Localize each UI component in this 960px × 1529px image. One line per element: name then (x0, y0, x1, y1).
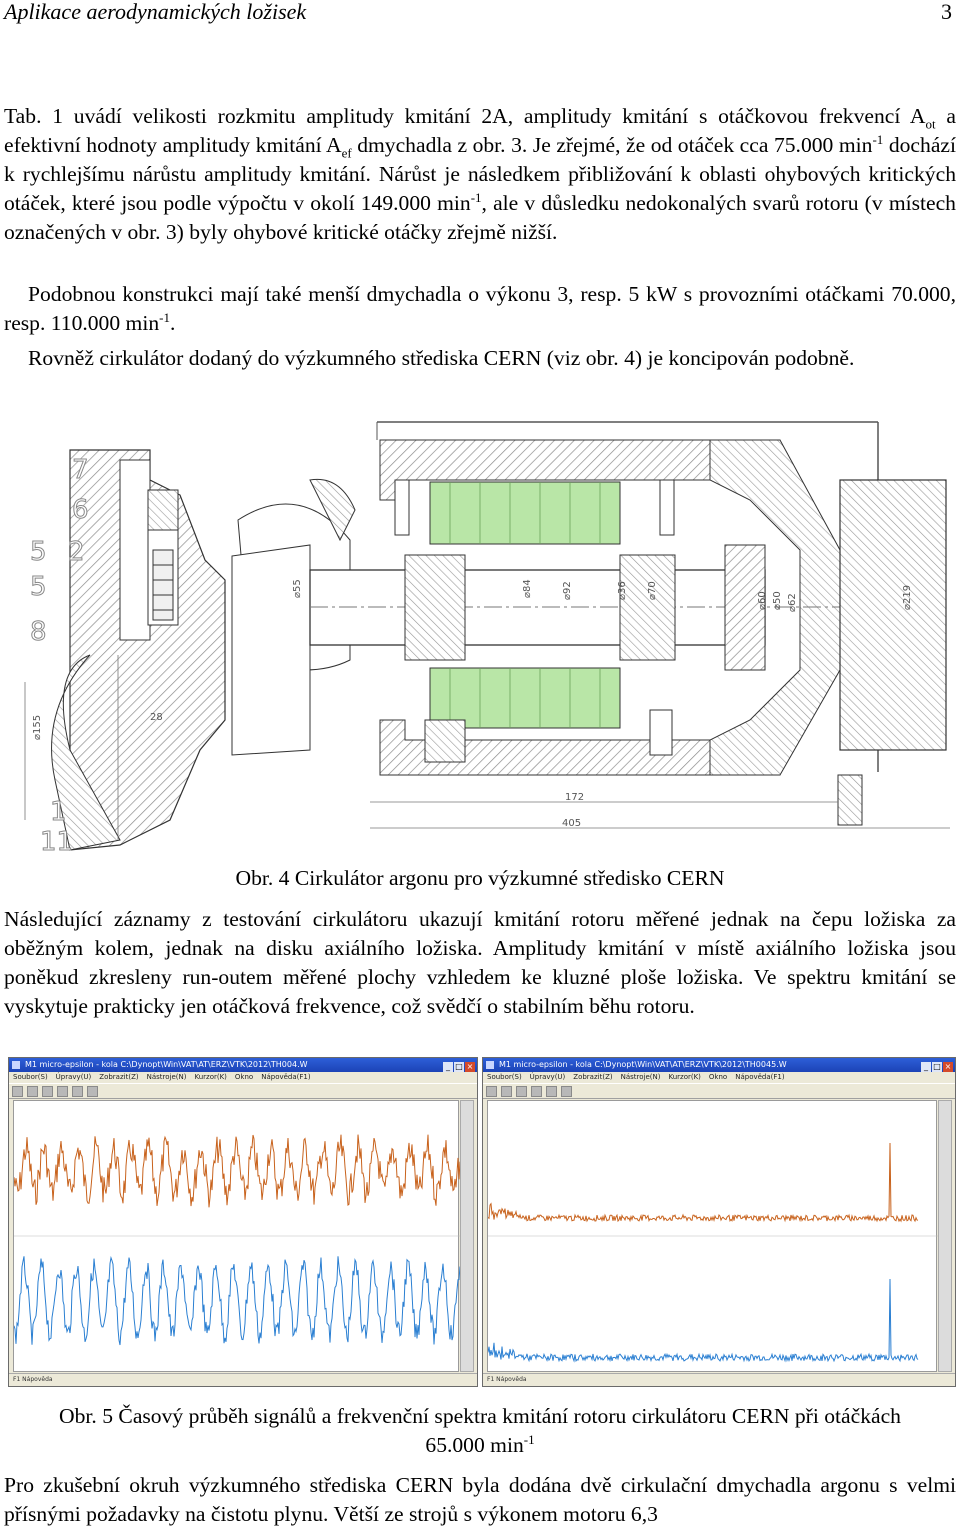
dim-84: ⌀84 (522, 579, 533, 598)
spectrum-journal-bearing (488, 1143, 918, 1221)
fig5-caption: Obr. 5 Časový průběh signálů a frekvenční spektra kmitání rotoru cirkulátoru CERN při otáčkách 65.000 $\min^{-1}$ (59, 1404, 901, 1457)
tool-cursor-icon[interactable] (72, 1086, 83, 1097)
dim-62: ⌀62 (787, 593, 798, 612)
menu-napoveda[interactable]: Nápověda(F1) (261, 1073, 311, 1081)
time-window-titlebar[interactable]: M1 micro-epsilon - kola C:\Dynopt\Win\VAT\AT\ERZ\VTK\2012\TH004.W _ □ × (9, 1058, 477, 1072)
spectrum-window[interactable] (482, 1057, 956, 1387)
callout-11: 11 (40, 827, 74, 856)
time-statusbar: F1 Nápověda (9, 1373, 477, 1386)
minimize-icon[interactable]: _ (921, 1062, 931, 1072)
spectrum-axial-bearing (488, 1279, 918, 1361)
dim-92: ⌀92 (562, 581, 573, 600)
menu-okno[interactable]: Okno (708, 1073, 728, 1081)
paragraph-smaller-blowers: Podobnou konstrukci mají také menší dmychadla o výkonu 3, resp. 5 kW s provozními otáčkami 70.000, resp. 110.000 $\min^{-1}$. (4, 282, 956, 335)
page-number: 3 (941, 0, 952, 24)
dim-172: 172 (565, 792, 585, 803)
dim-28: 28 (150, 712, 163, 723)
tool-zoom-icon[interactable] (531, 1086, 542, 1097)
time-signal-svg (14, 1101, 460, 1371)
menu-kurzor[interactable]: Kurzor(K) (668, 1073, 701, 1081)
tool-zoom-icon[interactable] (57, 1086, 68, 1097)
tool-settings-icon[interactable] (561, 1086, 572, 1097)
dim-55: ⌀55 (292, 579, 303, 598)
menu-napoveda[interactable]: Nápověda(F1) (735, 1073, 785, 1081)
time-vertical-scrollbar[interactable] (460, 1100, 474, 1372)
tool-open-icon[interactable] (12, 1086, 23, 1097)
close-icon[interactable]: × (944, 1062, 952, 1071)
spectrum-window-toolbar (483, 1083, 955, 1099)
tool-print-icon[interactable] (42, 1086, 53, 1097)
paragraph-test-loop: Pro zkušební okruh výzkumného střediska CERN byla dodána dvě cirkulační dmychadla argonu s velmi přísnými požadavky na čistotu plynu. Větší ze strojů s výkonem motoru 6,3 (4, 1473, 956, 1526)
fig4-caption: Obr. 4 Cirkulátor argonu pro výzkumné středisko CERN (235, 866, 725, 890)
time-signal-window[interactable] (8, 1057, 478, 1387)
menu-zobrazit[interactable]: Zobrazit(Z) (99, 1073, 139, 1081)
callout-1: 1 (50, 797, 67, 827)
maximize-icon[interactable]: □ (933, 1062, 941, 1071)
running-header (4, 0, 952, 30)
trace-journal-bearing (14, 1135, 460, 1208)
callout-8: 8 (30, 617, 47, 647)
menu-upravy[interactable]: Úpravy(U) (55, 1073, 92, 1081)
spectrum-window-titlebar[interactable]: M1 micro-epsilon - kola C:\Dynopt\Win\VAT\AT\ERZ\VTK\2012\TH0045.W _ □ × (483, 1058, 955, 1072)
spectrum-vertical-scrollbar[interactable] (938, 1100, 952, 1372)
menu-soubor[interactable]: Soubor(S) (13, 1073, 48, 1081)
dim-70: ⌀70 (647, 581, 658, 600)
tool-print-icon[interactable] (516, 1086, 527, 1097)
callout-5b: 5 (30, 572, 47, 602)
dim-155: ⌀155 (32, 714, 43, 740)
dim-36: ⌀36 (617, 581, 628, 600)
tool-save-icon[interactable] (501, 1086, 512, 1097)
paragraph-measurements: Následující záznamy z testování cirkulátoru ukazují kmitání rotoru měřené jednak na čepu ložiska za oběžným kolem, jednak na disku axiálního ložiska. Amplitudy kmitání v místě axiálního ložiska jsou poněkud zkresleny run-outem měřené plochy vzhledem ke kluzné ploše ložiska. Ve spektru kmitání se vyskytuje prakticky jen otáčková frekvence, což svědčí o stabilním běhu rotoru. (4, 907, 956, 1018)
spectrum-window-menubar (483, 1072, 955, 1083)
time-plot-area[interactable] (13, 1100, 459, 1372)
menu-zobrazit[interactable]: Zobrazit(Z) (573, 1073, 613, 1081)
tool-cursor-icon[interactable] (546, 1086, 557, 1097)
callout-2: 2 (68, 537, 85, 567)
callout-7: 7 (72, 455, 89, 485)
menu-nastroje[interactable]: Nástroje(N) (146, 1073, 187, 1081)
close-icon[interactable]: × (466, 1062, 474, 1071)
tool-settings-icon[interactable] (87, 1086, 98, 1097)
circulator-drawing (10, 420, 956, 856)
dim-60: ⌀60 (757, 591, 768, 610)
spectrum-svg (488, 1101, 938, 1371)
menu-soubor[interactable]: Soubor(S) (487, 1073, 522, 1081)
dim-219: ⌀219 (902, 584, 913, 610)
dim-405: 405 (562, 818, 582, 829)
trace-axial-bearing (14, 1256, 460, 1345)
spectrum-statusbar: F1 Nápověda (483, 1373, 955, 1386)
app-icon (12, 1061, 20, 1069)
menu-okno[interactable]: Okno (234, 1073, 254, 1081)
app-icon (486, 1061, 494, 1069)
paragraph-cern: Rovněž cirkulátor dodaný do výzkumného střediska CERN (viz obr. 4) je koncipován podobně. (28, 346, 855, 370)
callout-6: 6 (72, 495, 89, 525)
time-window-menubar (9, 1072, 477, 1083)
menu-nastroje[interactable]: Nástroje(N) (620, 1073, 661, 1081)
time-window-toolbar (9, 1083, 477, 1099)
menu-kurzor[interactable]: Kurzor(K) (194, 1073, 227, 1081)
spectrum-plot-area[interactable] (487, 1100, 937, 1372)
dim-50: ⌀50 (772, 591, 783, 610)
tool-save-icon[interactable] (27, 1086, 38, 1097)
running-header-title: Aplikace aerodynamických ložisek (4, 0, 307, 24)
tool-open-icon[interactable] (486, 1086, 497, 1097)
minimize-icon[interactable]: _ (443, 1062, 453, 1072)
paragraph-tab1: Tab. 1 uvádí velikosti rozkmitu amplitudy kmitání 2A, amplitudy kmitání s otáčkovou frekvencí $A_{ot}$ a efektivní hodnoty amplitudy kmitání $A_{ef}$ dmychadla z obr. 3. Je zřejmé, že od otáček cca 75.000 $\min^{-1}$ dochází k rychlejšímu nárůstu amplitudy kmitání. Nárůst je následkem přibližování k oblasti ohybových kritických otáček, které jsou podle výpočtu v okolí 149.000 $\min^{-1}$, ale v důsledku nedokonalých svarů rotoru (v místech označených v obr. 3) byly ohybové kritické otáčky zřejmě nižší. (4, 104, 956, 244)
callout-5a: 5 (30, 537, 47, 567)
maximize-icon[interactable]: □ (455, 1062, 463, 1071)
menu-upravy[interactable]: Úpravy(U) (529, 1073, 566, 1081)
